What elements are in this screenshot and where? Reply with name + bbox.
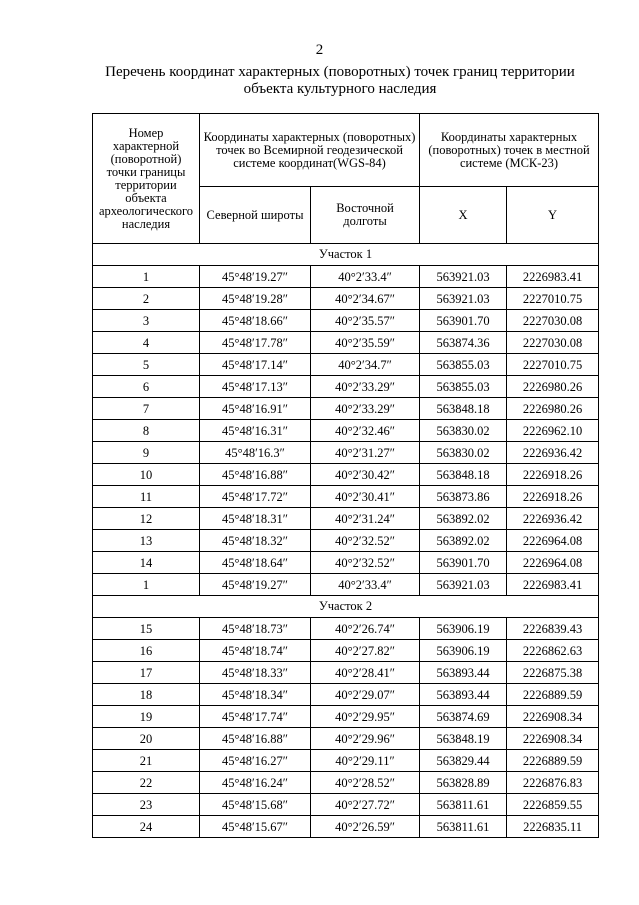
- y-cell: 2226918.26: [507, 486, 599, 508]
- longitude-cell: 40°2′33.29″: [311, 376, 420, 398]
- point-number-cell: 5: [93, 354, 200, 376]
- latitude-cell: 45°48′18.66″: [200, 310, 311, 332]
- table-row: [93, 332, 599, 354]
- table-row: [93, 706, 599, 728]
- x-cell: 563828.89: [420, 772, 507, 794]
- point-number-cell: 2: [93, 288, 200, 310]
- y-cell: 2226835.11: [507, 816, 599, 838]
- point-number-cell: 12: [93, 508, 200, 530]
- point-number-cell: 3: [93, 310, 200, 332]
- header-y: Y: [507, 187, 599, 244]
- x-cell: 563874.36: [420, 332, 507, 354]
- header-longitude: Восточной долготы: [311, 187, 420, 244]
- x-cell: 563811.61: [420, 794, 507, 816]
- y-cell: 2226964.08: [507, 552, 599, 574]
- x-cell: 563848.19: [420, 728, 507, 750]
- title-line-1: Перечень координат характерных (поворотных) точек границ территории: [105, 64, 575, 80]
- point-number-cell: 18: [93, 684, 200, 706]
- table-row: [93, 640, 599, 662]
- table-row: [93, 772, 599, 794]
- latitude-cell: 45°48′18.31″: [200, 508, 311, 530]
- y-cell: 2226908.34: [507, 728, 599, 750]
- page-number: 2: [315, 42, 324, 58]
- y-cell: 2227030.08: [507, 332, 599, 354]
- x-cell: 563830.02: [420, 442, 507, 464]
- section-row: [93, 596, 599, 618]
- longitude-cell: 40°2′35.59″: [311, 332, 420, 354]
- latitude-cell: 45°48′16.3″: [200, 442, 311, 464]
- x-cell: 563873.86: [420, 486, 507, 508]
- x-cell: 563901.70: [420, 552, 507, 574]
- point-number-cell: 1: [93, 266, 200, 288]
- x-cell: 563848.18: [420, 398, 507, 420]
- y-cell: 2227030.08: [507, 310, 599, 332]
- y-cell: 2226936.42: [507, 442, 599, 464]
- header-point-number: Номер характерной (поворотной) точки границы территории объекта археологического наследия: [93, 114, 200, 244]
- longitude-cell: 40°2′28.41″: [311, 662, 420, 684]
- latitude-cell: 45°48′16.31″: [200, 420, 311, 442]
- latitude-cell: 45°48′19.27″: [200, 574, 311, 596]
- x-cell: 563830.02: [420, 420, 507, 442]
- x-cell: 563906.19: [420, 640, 507, 662]
- longitude-cell: 40°2′32.46″: [311, 420, 420, 442]
- x-cell: 563855.03: [420, 376, 507, 398]
- x-cell: 563892.02: [420, 530, 507, 552]
- latitude-cell: 45°48′19.27″: [200, 266, 311, 288]
- latitude-cell: 45°48′16.88″: [200, 464, 311, 486]
- latitude-cell: 45°48′15.68″: [200, 794, 311, 816]
- longitude-cell: 40°2′34.67″: [311, 288, 420, 310]
- table-row: [93, 508, 599, 530]
- y-cell: 2226983.41: [507, 266, 599, 288]
- longitude-cell: 40°2′30.41″: [311, 486, 420, 508]
- point-number-cell: 21: [93, 750, 200, 772]
- x-cell: 563893.44: [420, 684, 507, 706]
- header-latitude: Северной широты: [200, 187, 311, 244]
- point-number-cell: 13: [93, 530, 200, 552]
- latitude-cell: 45°48′16.88″: [200, 728, 311, 750]
- latitude-cell: 45°48′18.64″: [200, 552, 311, 574]
- table-row: [93, 816, 599, 838]
- table-row: [93, 530, 599, 552]
- longitude-cell: 40°2′35.57″: [311, 310, 420, 332]
- latitude-cell: 45°48′18.74″: [200, 640, 311, 662]
- x-cell: 563892.02: [420, 508, 507, 530]
- y-cell: 2226839.43: [507, 618, 599, 640]
- longitude-cell: 40°2′27.82″: [311, 640, 420, 662]
- point-number-cell: 9: [93, 442, 200, 464]
- table-row: [93, 266, 599, 288]
- latitude-cell: 45°48′16.91″: [200, 398, 311, 420]
- x-cell: 563829.44: [420, 750, 507, 772]
- x-cell: 563874.69: [420, 706, 507, 728]
- latitude-cell: 45°48′17.78″: [200, 332, 311, 354]
- latitude-cell: 45°48′15.67″: [200, 816, 311, 838]
- latitude-cell: 45°48′18.34″: [200, 684, 311, 706]
- y-cell: 2226876.83: [507, 772, 599, 794]
- longitude-cell: 40°2′29.11″: [311, 750, 420, 772]
- x-cell: 563893.44: [420, 662, 507, 684]
- point-number-cell: 1: [93, 574, 200, 596]
- x-cell: 563921.03: [420, 288, 507, 310]
- y-cell: 2226862.63: [507, 640, 599, 662]
- header-wgs84: Координаты характерных (поворотных) точек во Всемирной геодезической системе координат(WGS-84): [200, 114, 420, 187]
- point-number-cell: 17: [93, 662, 200, 684]
- point-number-cell: 16: [93, 640, 200, 662]
- point-number-cell: 22: [93, 772, 200, 794]
- y-cell: 2226908.34: [507, 706, 599, 728]
- longitude-cell: 40°2′32.52″: [311, 552, 420, 574]
- y-cell: 2226889.59: [507, 684, 599, 706]
- y-cell: 2226962.10: [507, 420, 599, 442]
- coordinates-table: [92, 113, 599, 838]
- y-cell: 2226936.42: [507, 508, 599, 530]
- table-row: [93, 354, 599, 376]
- longitude-cell: 40°2′31.24″: [311, 508, 420, 530]
- x-cell: 563901.70: [420, 310, 507, 332]
- point-number-cell: 24: [93, 816, 200, 838]
- y-cell: 2226918.26: [507, 464, 599, 486]
- latitude-cell: 45°48′17.13″: [200, 376, 311, 398]
- table-row: [93, 442, 599, 464]
- table-row: [93, 728, 599, 750]
- longitude-cell: 40°2′29.96″: [311, 728, 420, 750]
- y-cell: 2227010.75: [507, 354, 599, 376]
- longitude-cell: 40°2′27.72″: [311, 794, 420, 816]
- x-cell: 563855.03: [420, 354, 507, 376]
- point-number-cell: 8: [93, 420, 200, 442]
- table-row: [93, 464, 599, 486]
- y-cell: 2226875.38: [507, 662, 599, 684]
- latitude-cell: 45°48′18.32″: [200, 530, 311, 552]
- x-cell: 563811.61: [420, 816, 507, 838]
- longitude-cell: 40°2′31.27″: [311, 442, 420, 464]
- point-number-cell: 11: [93, 486, 200, 508]
- document-title: [90, 64, 590, 98]
- x-cell: 563921.03: [420, 266, 507, 288]
- title-line-2: объекта культурного наследия: [243, 81, 437, 97]
- point-number-cell: 10: [93, 464, 200, 486]
- y-cell: 2226889.59: [507, 750, 599, 772]
- header-x: X: [420, 187, 507, 244]
- table-row: [93, 288, 599, 310]
- longitude-cell: 40°2′33.4″: [311, 266, 420, 288]
- table-row: [93, 486, 599, 508]
- longitude-cell: 40°2′28.52″: [311, 772, 420, 794]
- x-cell: 563921.03: [420, 574, 507, 596]
- longitude-cell: 40°2′33.4″: [311, 574, 420, 596]
- latitude-cell: 45°48′18.33″: [200, 662, 311, 684]
- point-number-cell: 7: [93, 398, 200, 420]
- x-cell: 563848.18: [420, 464, 507, 486]
- y-cell: 2226983.41: [507, 574, 599, 596]
- point-number-cell: 6: [93, 376, 200, 398]
- latitude-cell: 45°48′18.73″: [200, 618, 311, 640]
- point-number-cell: 23: [93, 794, 200, 816]
- latitude-cell: 45°48′16.24″: [200, 772, 311, 794]
- point-number-cell: 19: [93, 706, 200, 728]
- section-row: [93, 244, 599, 266]
- point-number-cell: 14: [93, 552, 200, 574]
- latitude-cell: 45°48′19.28″: [200, 288, 311, 310]
- longitude-cell: 40°2′29.07″: [311, 684, 420, 706]
- longitude-cell: 40°2′29.95″: [311, 706, 420, 728]
- table-row: [93, 376, 599, 398]
- longitude-cell: 40°2′32.52″: [311, 530, 420, 552]
- longitude-cell: 40°2′26.59″: [311, 816, 420, 838]
- table-row: [93, 662, 599, 684]
- longitude-cell: 40°2′33.29″: [311, 398, 420, 420]
- table-row: [93, 684, 599, 706]
- section-title: Участок 2: [93, 596, 599, 618]
- point-number-cell: 20: [93, 728, 200, 750]
- longitude-cell: 40°2′30.42″: [311, 464, 420, 486]
- y-cell: 2226980.26: [507, 376, 599, 398]
- section-title: Участок 1: [93, 244, 599, 266]
- y-cell: 2227010.75: [507, 288, 599, 310]
- latitude-cell: 45°48′17.14″: [200, 354, 311, 376]
- table-row: [93, 420, 599, 442]
- y-cell: 2226859.55: [507, 794, 599, 816]
- table-row: [93, 398, 599, 420]
- table-row: [93, 618, 599, 640]
- latitude-cell: 45°48′16.27″: [200, 750, 311, 772]
- header-msk23: Координаты характерных (поворотных) точек в местной системе (МСК-23): [420, 114, 599, 187]
- table-row: [93, 574, 599, 596]
- table-row: [93, 794, 599, 816]
- latitude-cell: 45°48′17.72″: [200, 486, 311, 508]
- point-number-cell: 15: [93, 618, 200, 640]
- y-cell: 2226980.26: [507, 398, 599, 420]
- longitude-cell: 40°2′26.74″: [311, 618, 420, 640]
- longitude-cell: 40°2′34.7″: [311, 354, 420, 376]
- x-cell: 563906.19: [420, 618, 507, 640]
- table-row: [93, 310, 599, 332]
- table-body: [93, 244, 599, 838]
- table-row: [93, 552, 599, 574]
- latitude-cell: 45°48′17.74″: [200, 706, 311, 728]
- point-number-cell: 4: [93, 332, 200, 354]
- y-cell: 2226964.08: [507, 530, 599, 552]
- table-row: [93, 750, 599, 772]
